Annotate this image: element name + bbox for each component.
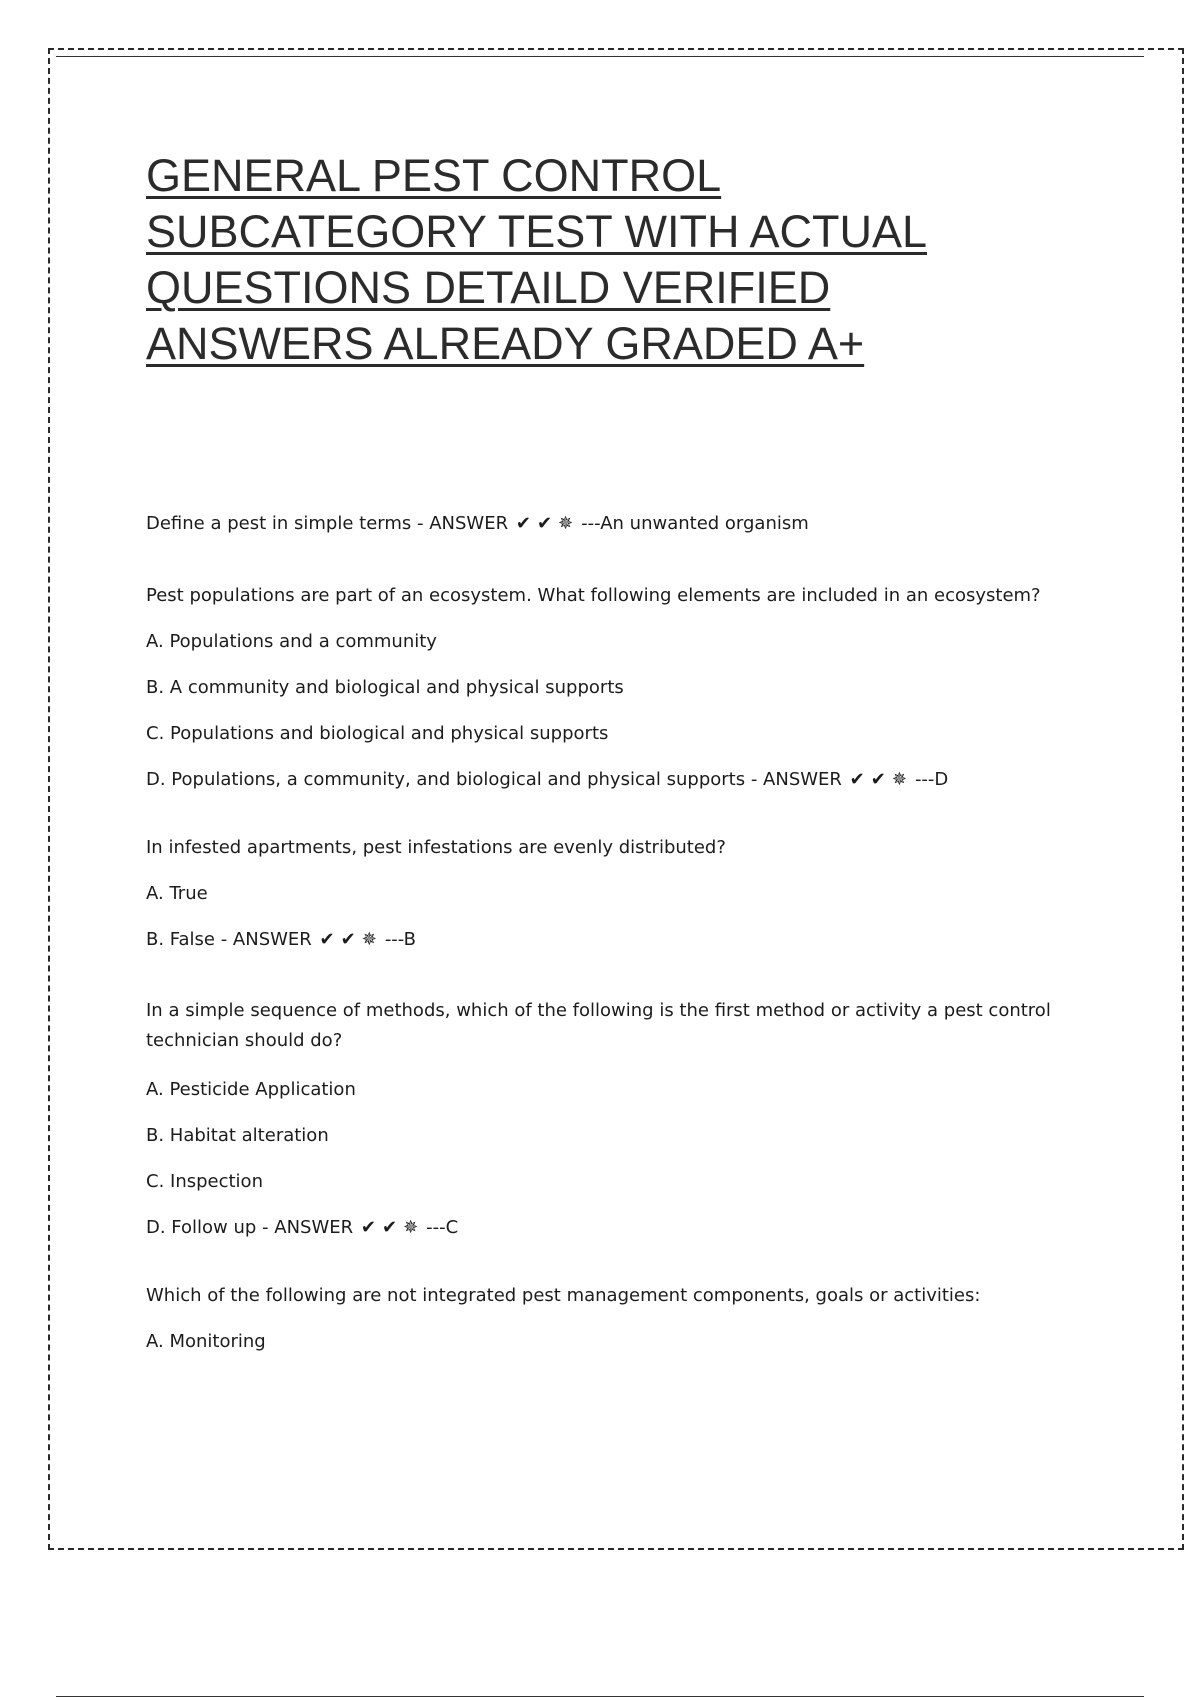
- answer-marks: [320, 928, 383, 952]
- check-icon: ✔: [319, 929, 341, 950]
- check-icon: ✔: [381, 1217, 404, 1238]
- option-c: C. Populations and biological and physical supports: [146, 723, 609, 744]
- title-line-3: QUESTIONS DETAILD VERIFIED: [146, 262, 831, 313]
- title-line-2: SUBCATEGORY TEST WITH ACTUAL: [146, 206, 927, 257]
- check-icon: ✔: [870, 769, 892, 790]
- question-4-prompt: In a simple sequence of methods, which of the following is the first method or activity a pest control technician should do?: [146, 1000, 1051, 1051]
- document-content: [146, 148, 1086, 1398]
- answer-text: ---D: [914, 769, 949, 790]
- answer-text: ---An unwanted organism: [581, 513, 809, 534]
- star-icon: ✵: [403, 1217, 425, 1238]
- star-icon: ✵: [361, 929, 383, 950]
- check-icon: ✔: [849, 769, 871, 790]
- question-5-prompt: Which of the following are not integrated pest management components, goals or activities:: [146, 1285, 981, 1306]
- option-d: D. Follow up - ANSWER ✔✔✵ ---C: [146, 1217, 459, 1238]
- question-2-prompt: Pest populations are part of an ecosystem. What following elements are included in an ecosystem?: [146, 585, 1041, 606]
- answer-marks: [850, 768, 913, 792]
- option-d: D. Populations, a community, and biological and physical supports - ANSWER ✔✔✵ ---D: [146, 769, 949, 790]
- option-b: B. A community and biological and physical supports: [146, 677, 624, 698]
- bottom-rule: [56, 1696, 1144, 1697]
- question-5: [146, 1284, 1086, 1354]
- star-icon: ✵: [891, 769, 913, 790]
- document-title: [146, 148, 1086, 372]
- question-3-prompt: In infested apartments, pest infestations are evenly distributed?: [146, 837, 726, 858]
- check-icon: ✔: [536, 513, 559, 534]
- option-b: B. Habitat alteration: [146, 1125, 329, 1146]
- star-icon: ✵: [558, 513, 580, 534]
- answer-marks: [516, 512, 579, 536]
- question-2: [146, 584, 1086, 792]
- option-a: A. Populations and a community: [146, 631, 437, 652]
- answer-text: ---B: [384, 929, 417, 950]
- option-a: A. Pesticide Application: [146, 1079, 356, 1100]
- check-icon: ✔: [340, 929, 362, 950]
- option-a: A. Monitoring: [146, 1331, 266, 1352]
- option-a: A. True: [146, 883, 208, 904]
- question-1-prompt: Define a pest in simple terms - ANSWER ✔✔✵ ---An unwanted organism: [146, 513, 809, 534]
- answer-marks: [361, 1216, 424, 1240]
- answer-text: ---C: [426, 1217, 459, 1238]
- question-list: [146, 512, 1086, 1354]
- option-b: B. False - ANSWER ✔✔✵ ---B: [146, 929, 417, 950]
- question-1: [146, 512, 1086, 536]
- question-3: [146, 836, 1086, 952]
- title-line-4: ANSWERS ALREADY GRADED A+: [146, 318, 865, 369]
- question-4: [146, 996, 1086, 1240]
- title-line-1: GENERAL PEST CONTROL: [146, 150, 722, 201]
- option-c: C. Inspection: [146, 1171, 263, 1192]
- check-icon: ✔: [360, 1217, 382, 1238]
- check-icon: ✔: [515, 513, 537, 534]
